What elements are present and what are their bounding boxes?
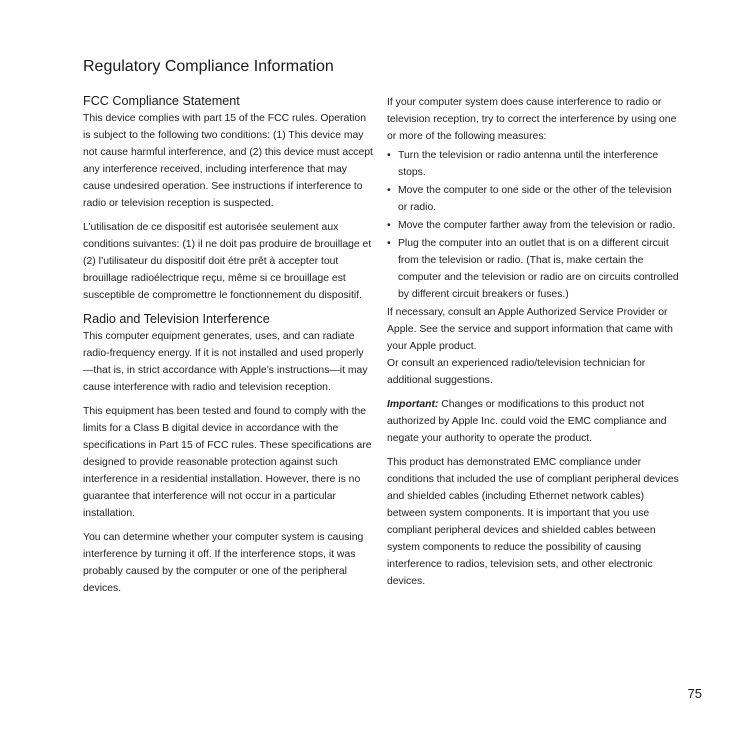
bullet-icon: • xyxy=(387,185,391,196)
interference-measures-list xyxy=(387,147,679,303)
page-title: Regulatory Compliance Information xyxy=(83,58,334,75)
list-item xyxy=(387,182,679,216)
french-compliance-paragraph: L’utilisation de ce dispositif est autorisée seulement aux conditions suivantes: (1) il ne doit pas produire de brouillage et (2) l’utilisateur du dispositif doit étre prêt à accepter tout brouillage radioélectrique reçu, même si ce brouillage est susceptible de compromettre le fonctionnement du dispositif. xyxy=(83,222,372,301)
fcc-compliance-paragraph: This device complies with part 15 of the FCC rules. Operation is subject to the following two conditions: (1) This device may not cause harmful interference, and (2) this device must accept any interference received, including interference that may cause undesired operation. See instructions if interference to radio or television reception is suspected. xyxy=(83,113,373,209)
page-number: 75 xyxy=(687,686,702,701)
fcc-compliance-heading: FCC Compliance Statement xyxy=(83,94,240,108)
list-item xyxy=(387,235,679,303)
measure-text: Move the computer to one side or the other of the television or radio. xyxy=(398,185,672,213)
measure-text: Turn the television or radio antenna until the interference stops. xyxy=(398,150,659,178)
important-label: Important: xyxy=(387,399,439,410)
bullet-icon: • xyxy=(387,220,391,231)
measure-text: Move the computer farther away from the television or radio. xyxy=(398,220,676,231)
important-text: Changes or modifications to this product not authorized by Apple Inc. could void the EMC compliance and negate your authority to operate the product. xyxy=(387,399,667,444)
radio-tv-interference-heading: Radio and Television Interference xyxy=(83,312,270,326)
service-provider-text: If necessary, consult an Apple Authorized Service Provider or Apple. See the service and support information that came with your Apple product. xyxy=(387,307,673,352)
bullet-icon: • xyxy=(387,150,391,161)
list-item xyxy=(387,147,679,181)
radio-tv-paragraph-1: This computer equipment generates, uses, and can radiate radio-frequency energy. If it is not installed and used properly—that is, in strict accordance with Apple’s instructions—it may cause interference with radio and television reception. xyxy=(83,331,368,393)
technician-text: Or consult an experienced radio/television technician for additional suggestions. xyxy=(387,358,646,386)
measure-text: Plug the computer into an outlet that is on a different circuit from the television or radio. (That is, make certain the computer and the television or radio are on circuits controlled by different circuit breakers or fuses.) xyxy=(398,238,679,300)
radio-tv-paragraph-2: This equipment has been tested and found to comply with the limits for a Class B digital device in accordance with the specifications in Part 15 of FCC rules. These specifications are designed to provide reasonable protection against such interference in a residential installation. However, there is no guarantee that interference will not occur in a particular installation. xyxy=(83,406,372,519)
list-item xyxy=(387,217,679,234)
bullet-icon: • xyxy=(387,238,391,249)
right-column xyxy=(387,94,679,597)
radio-tv-paragraph-3: You can determine whether your computer system is causing interference by turning it off. If the interference stops, it was probably caused by the computer or one of the peripheral devices. xyxy=(83,532,364,594)
service-provider-paragraph xyxy=(387,304,679,389)
emc-compliance-paragraph: This product has demonstrated EMC compliance under conditions that included the use of compliant peripheral devices and shielded cables (including Ethernet network cables) between system components. It is important that you use compliant peripheral devices and shielded cables between system components to reduce the possibility of causing interference to radios, television sets, and other electronic devices. xyxy=(387,457,679,587)
interference-intro-paragraph: If your computer system does cause interference to radio or television reception, try to correct the interference by using one or more of the following measures: xyxy=(387,97,677,142)
left-column xyxy=(83,93,373,604)
important-paragraph xyxy=(387,396,679,447)
